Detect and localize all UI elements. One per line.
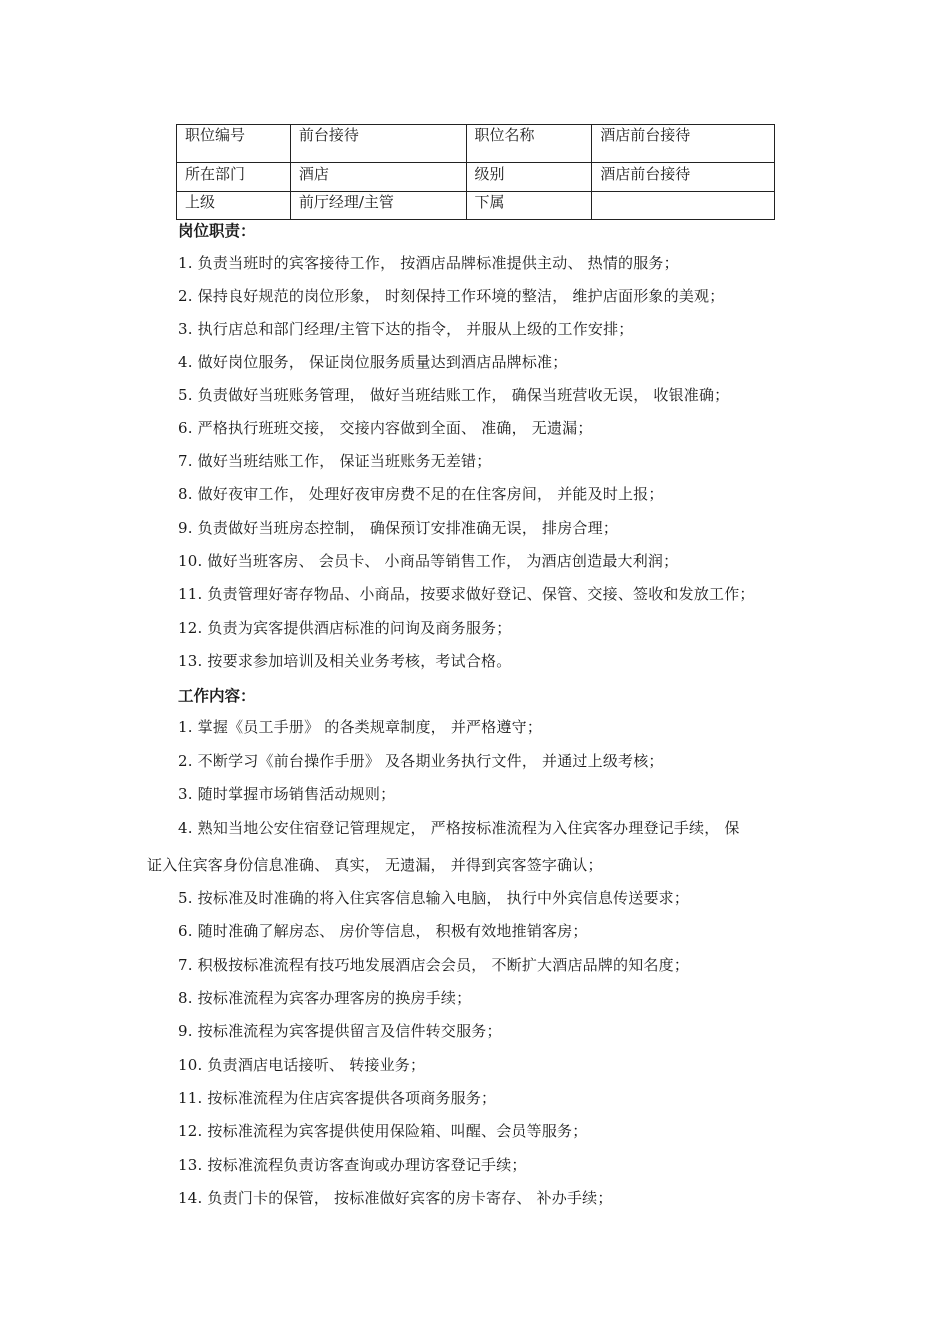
table-cell: 酒店前台接待 [592, 125, 775, 163]
work-item-continuation: 证入住宾客身份信息准确、 真实， 无遗漏， 并得到宾客签字确认； [147, 856, 603, 874]
table-cell: 所在部门 [177, 163, 291, 192]
duty-item: 2. 保持良好规范的岗位形象， 时刻保持工作环境的整洁， 维护店面形象的美观； [178, 287, 725, 305]
table-cell: 酒店前台接待 [592, 163, 775, 192]
table-cell: 酒店 [290, 163, 466, 192]
work-item: 13. 按标准流程负责访客查询或办理访客登记手续； [178, 1156, 527, 1174]
duty-item: 12. 负责为宾客提供酒店标准的问询及商务服务； [178, 619, 512, 637]
position-info-table [176, 124, 775, 220]
duty-item: 13. 按要求参加培训及相关业务考核，考试合格。 [178, 652, 512, 670]
duty-item: 8. 做好夜审工作， 处理好夜审房费不足的在住客房间， 并能及时上报； [178, 485, 664, 503]
table-row [177, 125, 775, 163]
table-cell: 级别 [466, 163, 592, 192]
duties-heading: 岗位职责： [178, 222, 256, 240]
duty-item: 1. 负责当班时的宾客接待工作， 按酒店品牌标准提供主动、 热情的服务； [178, 254, 679, 272]
work-item: 2. 不断学习《前台操作手册》 及各期业务执行文件， 并通过上级考核； [178, 752, 664, 770]
work-item: 10. 负责酒店电话接听、 转接业务； [178, 1056, 426, 1074]
duty-item: 10. 做好当班客房、 会员卡、 小商品等销售工作， 为酒店创造最大利润； [178, 552, 679, 570]
work-item: 7. 积极按标准流程有技巧地发展酒店会会员， 不断扩大酒店品牌的知名度； [178, 956, 690, 974]
table-cell [592, 192, 775, 220]
duty-item: 9. 负责做好当班房态控制， 确保预订安排准确无误， 排房合理； [178, 519, 619, 537]
duty-item: 3. 执行店总和部门经理/主管下达的指令， 并服从上级的工作安排； [178, 320, 634, 338]
table-cell: 前厅经理/主管 [290, 192, 466, 220]
work-item: 8. 按标准流程为宾客办理客房的换房手续； [178, 989, 472, 1007]
work-item: 4. 熟知当地公安住宿登记管理规定， 严格按标准流程为入住宾客办理登记手续， 保 [178, 819, 740, 837]
table-cell: 职位名称 [466, 125, 592, 163]
duty-item: 7. 做好当班结账工作， 保证当班账务无差错； [178, 452, 492, 470]
table-cell: 职位编号 [177, 125, 291, 163]
duty-item: 4. 做好岗位服务， 保证岗位服务质量达到酒店品牌标准； [178, 353, 568, 371]
table-row [177, 192, 775, 220]
work-item: 14. 负责门卡的保管， 按标准做好宾客的房卡寄存、 补办手续； [178, 1189, 613, 1207]
work-item: 3. 随时掌握市场销售活动规则； [178, 785, 396, 803]
work-content-heading: 工作内容： [178, 687, 256, 705]
table-row [177, 163, 775, 192]
table-cell: 上级 [177, 192, 291, 220]
table-cell: 下属 [466, 192, 592, 220]
work-item: 11. 按标准流程为住店宾客提供各项商务服务； [178, 1089, 497, 1107]
table-cell: 前台接待 [290, 125, 466, 163]
work-item: 6. 随时准确了解房态、 房价等信息， 积极有效地推销客房； [178, 922, 588, 940]
duty-item: 5. 负责做好当班账务管理， 做好当班结账工作， 确保当班营收无误， 收银准确； [178, 386, 730, 404]
duty-item: 6. 严格执行班班交接， 交接内容做到全面、 准确， 无遗漏； [178, 419, 593, 437]
work-item: 12. 按标准流程为宾客提供使用保险箱、叫醒、会员等服务； [178, 1122, 588, 1140]
work-item: 1. 掌握《员工手册》 的各类规章制度， 并严格遵守； [178, 718, 543, 736]
work-item: 5. 按标准及时准确的将入住宾客信息输入电脑， 执行中外宾信息传送要求； [178, 889, 690, 907]
duty-item: 11. 负责管理好寄存物品、小商品，按要求做好登记、保管、交接、签收和发放工作； [178, 585, 755, 603]
work-item: 9. 按标准流程为宾客提供留言及信件转交服务； [178, 1022, 502, 1040]
